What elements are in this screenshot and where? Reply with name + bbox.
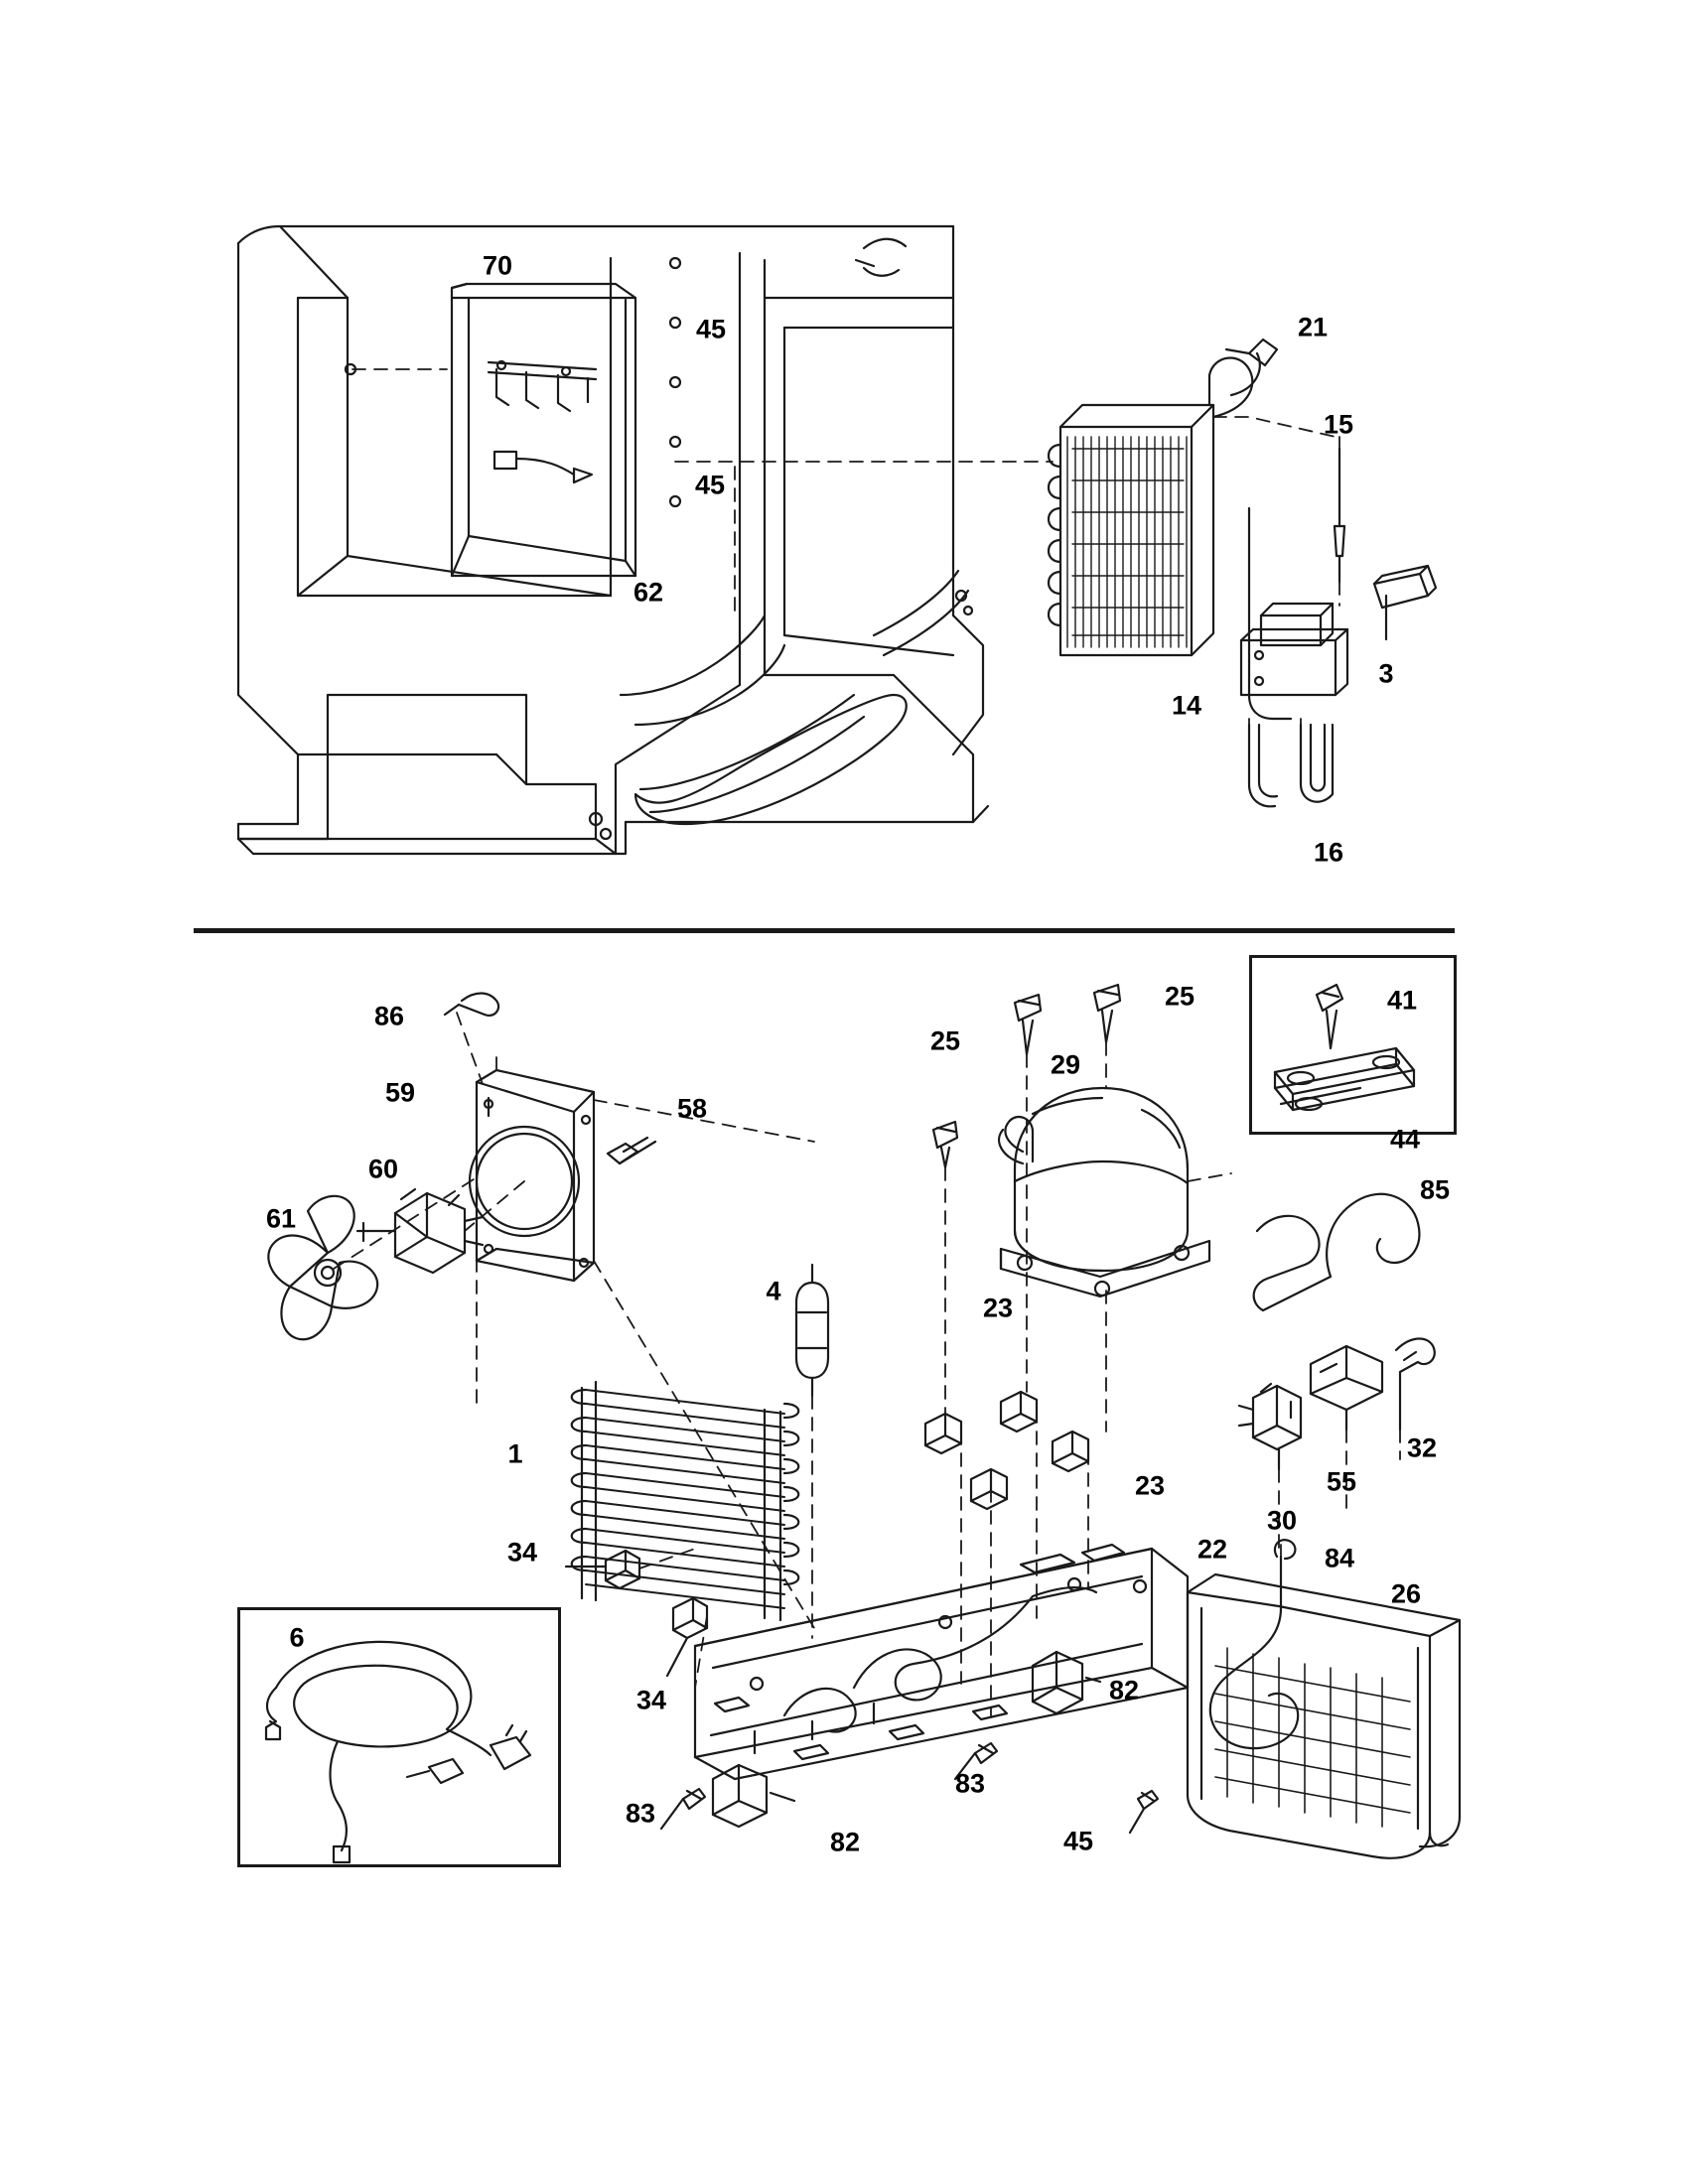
callout-23-lower: 23 (1134, 1470, 1166, 1501)
callout-44: 44 (1389, 1124, 1421, 1155)
callout-70: 70 (482, 250, 513, 281)
inset-box-power-cord (237, 1607, 561, 1867)
screw-83-left (661, 1789, 705, 1829)
callout-25-left: 25 (929, 1025, 961, 1056)
callout-85: 85 (1419, 1174, 1451, 1205)
callout-60: 60 (367, 1154, 399, 1184)
callout-82-right: 82 (1108, 1675, 1140, 1706)
callout-59: 59 (384, 1077, 416, 1108)
wire-85 (1254, 1194, 1420, 1310)
callout-3: 3 (1378, 658, 1394, 689)
cap-82-right (1033, 1652, 1100, 1713)
grommet-23-d (1053, 1432, 1088, 1471)
callout-1: 1 (507, 1438, 523, 1469)
fan-shroud (470, 1070, 594, 1281)
callout-34-left: 34 (506, 1537, 538, 1568)
base-plate (695, 1545, 1188, 1779)
callout-83-right: 83 (954, 1768, 986, 1799)
callout-62: 62 (633, 577, 664, 608)
callout-86: 86 (373, 1001, 405, 1031)
callout-83-left: 83 (625, 1798, 656, 1829)
callout-41: 41 (1386, 985, 1418, 1016)
grommet-34-right (667, 1598, 707, 1676)
compressor (999, 1088, 1209, 1297)
callout-82-left: 82 (829, 1827, 861, 1857)
callout-14: 14 (1171, 690, 1202, 721)
callout-23-upper: 23 (982, 1293, 1014, 1323)
cabinet-body (238, 226, 988, 854)
callout-45-bottom: 45 (1062, 1826, 1094, 1856)
callout-29: 29 (1050, 1049, 1081, 1080)
plug-cap-21 (1226, 340, 1277, 365)
screw-58 (608, 1138, 655, 1163)
air-duct-cover (452, 284, 635, 576)
clip-32 (1396, 1339, 1435, 1431)
section-divider (194, 928, 1455, 933)
callout-16: 16 (1313, 837, 1344, 868)
callout-58: 58 (676, 1093, 708, 1124)
screw-25-c (1094, 985, 1120, 1042)
overload-55 (1311, 1346, 1382, 1430)
callout-45-lower: 45 (694, 470, 726, 500)
clip-86 (445, 994, 498, 1016)
grommet-23-c (971, 1469, 1007, 1509)
callout-26: 26 (1390, 1578, 1422, 1609)
callout-61: 61 (265, 1203, 297, 1234)
drier-4 (796, 1265, 828, 1396)
callout-55: 55 (1326, 1466, 1357, 1497)
grommet-23-a (925, 1414, 961, 1453)
callout-32: 32 (1406, 1433, 1438, 1463)
callout-21: 21 (1297, 312, 1329, 342)
relay-30 (1239, 1384, 1301, 1469)
inset-box-screw-bracket (1249, 955, 1457, 1135)
callout-84: 84 (1324, 1543, 1355, 1573)
screw-25-a (933, 1122, 957, 1167)
callout-45-upper: 45 (695, 314, 727, 344)
thermostat-probe (1335, 449, 1344, 582)
callout-15: 15 (1323, 409, 1354, 440)
clip-3 (1374, 566, 1436, 639)
callout-25-right: 25 (1164, 981, 1196, 1012)
clips-16 (1249, 725, 1333, 806)
grommet-23-b (1001, 1392, 1037, 1432)
callout-6: 6 (289, 1622, 305, 1653)
callout-4: 4 (766, 1276, 781, 1306)
callout-34-right: 34 (635, 1685, 667, 1715)
condenser-coil (572, 1382, 799, 1620)
screw-45-bottom (1130, 1791, 1158, 1833)
callout-30: 30 (1266, 1505, 1298, 1536)
screw-25-b (1015, 995, 1041, 1054)
callout-22: 22 (1196, 1534, 1228, 1565)
evaporator-coil (1049, 353, 1260, 655)
bracket-14 (1241, 508, 1347, 719)
